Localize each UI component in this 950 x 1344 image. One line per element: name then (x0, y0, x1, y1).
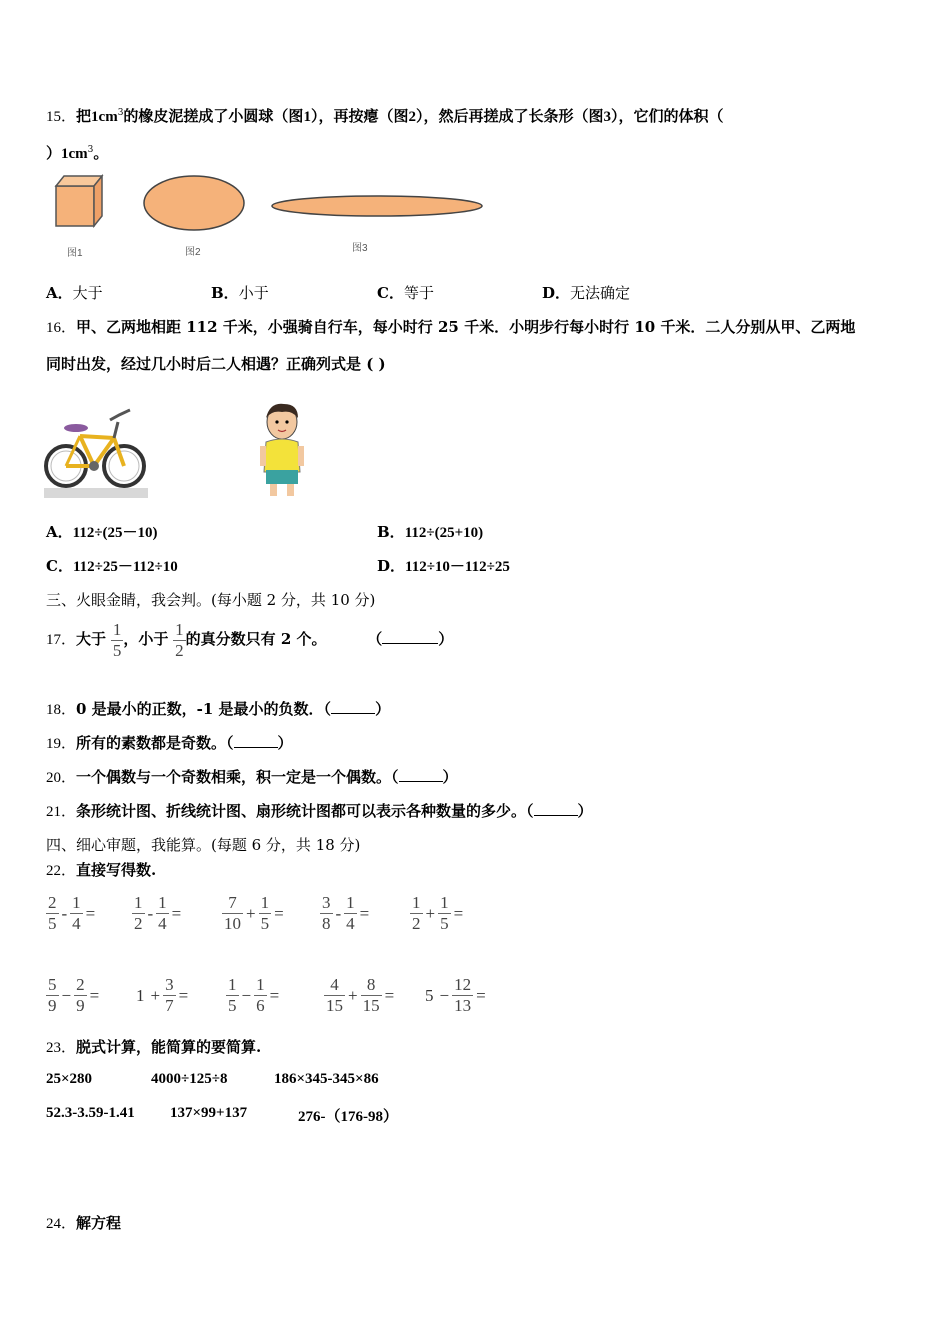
q19-answer-blank[interactable] (234, 733, 278, 748)
q23-expr-2-1: 52.3-3.59-1.41 (46, 1105, 135, 1121)
q23-expr-1-2: 4000÷125÷8 (151, 1071, 228, 1087)
q22-expr-1-5: $\frac{1}{2}$ + $\frac{1}{5}$ = (412, 893, 464, 933)
q24-title: 24．解方程 (46, 1214, 122, 1232)
q23-expr-1-3: 186×345-345×86 (274, 1071, 379, 1087)
q15-line1: 15．把$1cm^3$的橡皮泥搓成了小圆球（图1），再按瘪（图2），然后再搓成了长条形（图3），它们的体积（ (46, 107, 724, 125)
q15-line2: ）$1cm^3$。 (46, 144, 109, 162)
bicycle-image (44, 404, 148, 498)
q17-fraction-1: $\frac{1}{5}$ (112, 619, 122, 660)
section4-heading: 四、细心审题，我能算。(每题 6 分，共 18 分) (46, 836, 361, 854)
section3-heading: 三、火眼金睛，我会判。(每小题 2 分，共 10 分) (46, 591, 376, 609)
q22-expr-2-3: $\frac{1}{5}$ − $\frac{1}{6}$ = (228, 975, 280, 1015)
q22-expr-1-4: $\frac{3}{8}$ - $\frac{1}{4}$ = (322, 893, 370, 933)
q16-option-b[interactable]: B．112÷(25+10) (377, 523, 484, 541)
q22-title: 22．直接写得数. (46, 861, 157, 879)
q18: 18．0 是最小的正数，-1 是最小的负数．（ ） (46, 700, 391, 718)
q16-line1: 16．甲、乙两地相距 112 千米，小强骑自行车，每小时行 25 千米．小明步行每小时行 10 千米．二人分别从甲、乙两地 (46, 318, 856, 336)
q16-line2: 同时出发，经过几小时后二人相遇？正确列式是 ( ) (46, 355, 386, 373)
q18-answer-blank[interactable] (331, 699, 375, 714)
q22-expr-1-2: $\frac{1}{2}$ - $\frac{1}{4}$ = (134, 893, 182, 933)
q17-fraction-2: $\frac{1}{2}$ (175, 619, 184, 660)
q16-option-c[interactable]: C．112÷25－112÷10 (46, 557, 178, 575)
q20-answer-blank[interactable] (399, 767, 443, 782)
q19: 19．所有的素数都是奇数。（ ） (46, 734, 293, 752)
flattened-ball-figure (142, 174, 248, 232)
q16-option-a[interactable]: A．112÷(25－10) (46, 523, 158, 541)
figure3-caption: 图3 (352, 243, 368, 254)
q22-expr-1-3: $\frac{7}{10}$ + $\frac{1}{5}$ = (224, 893, 284, 933)
q22-expr-2-4: $\frac{4}{15}$ + $\frac{8}{15}$ = (326, 975, 395, 1015)
q23-title: 23．脱式计算，能简算的要简算. (46, 1038, 262, 1056)
long-strip-figure (269, 193, 485, 219)
q22-expr-1-1: $\frac{2}{5}$ - $\frac{1}{4}$ = (48, 893, 96, 933)
q20: 20．一个偶数与一个奇数相乘，积一定是一个偶数。（ ） (46, 768, 458, 786)
figure2-caption: 图2 (185, 247, 201, 258)
q21: 21．条形统计图、折线统计图、扇形统计图都可以表示各种数量的多少。（ ） (46, 802, 593, 820)
q17-answer-blank[interactable] (382, 629, 438, 644)
q23-expr-2-3: 276-（176-98） (298, 1109, 398, 1125)
q22-expr-2-1: $\frac{5}{9}$ − $\frac{2}{9}$ = (48, 975, 100, 1015)
q15-option-d[interactable]: D．无法确定 (542, 284, 631, 302)
q23-expr-1-1: 25×280 (46, 1071, 93, 1087)
q15-option-a[interactable]: A．大于 (46, 284, 103, 302)
cube-figure (52, 172, 104, 230)
q23-expr-2-2: 137×99+137 (170, 1105, 248, 1121)
q16-option-d[interactable]: D．112÷10－112÷25 (377, 557, 510, 575)
q17: 17．大于 $\frac{1}{5}$ ，小于 $\frac{1}{2}$ 的真分数只有 2 个。 （ ） (46, 619, 454, 660)
q15-option-b[interactable]: B．小于 (211, 284, 269, 302)
q22-expr-2-2: 1 + $\frac{3}{7}$ = (136, 975, 189, 1015)
q15-option-c[interactable]: C．等于 (377, 284, 434, 302)
q21-answer-blank[interactable] (534, 801, 578, 816)
boy-image (258, 402, 306, 498)
q22-expr-2-5: 5 − $\frac{12}{13}$ = (425, 975, 486, 1015)
figure1-caption: 图1 (67, 248, 83, 259)
